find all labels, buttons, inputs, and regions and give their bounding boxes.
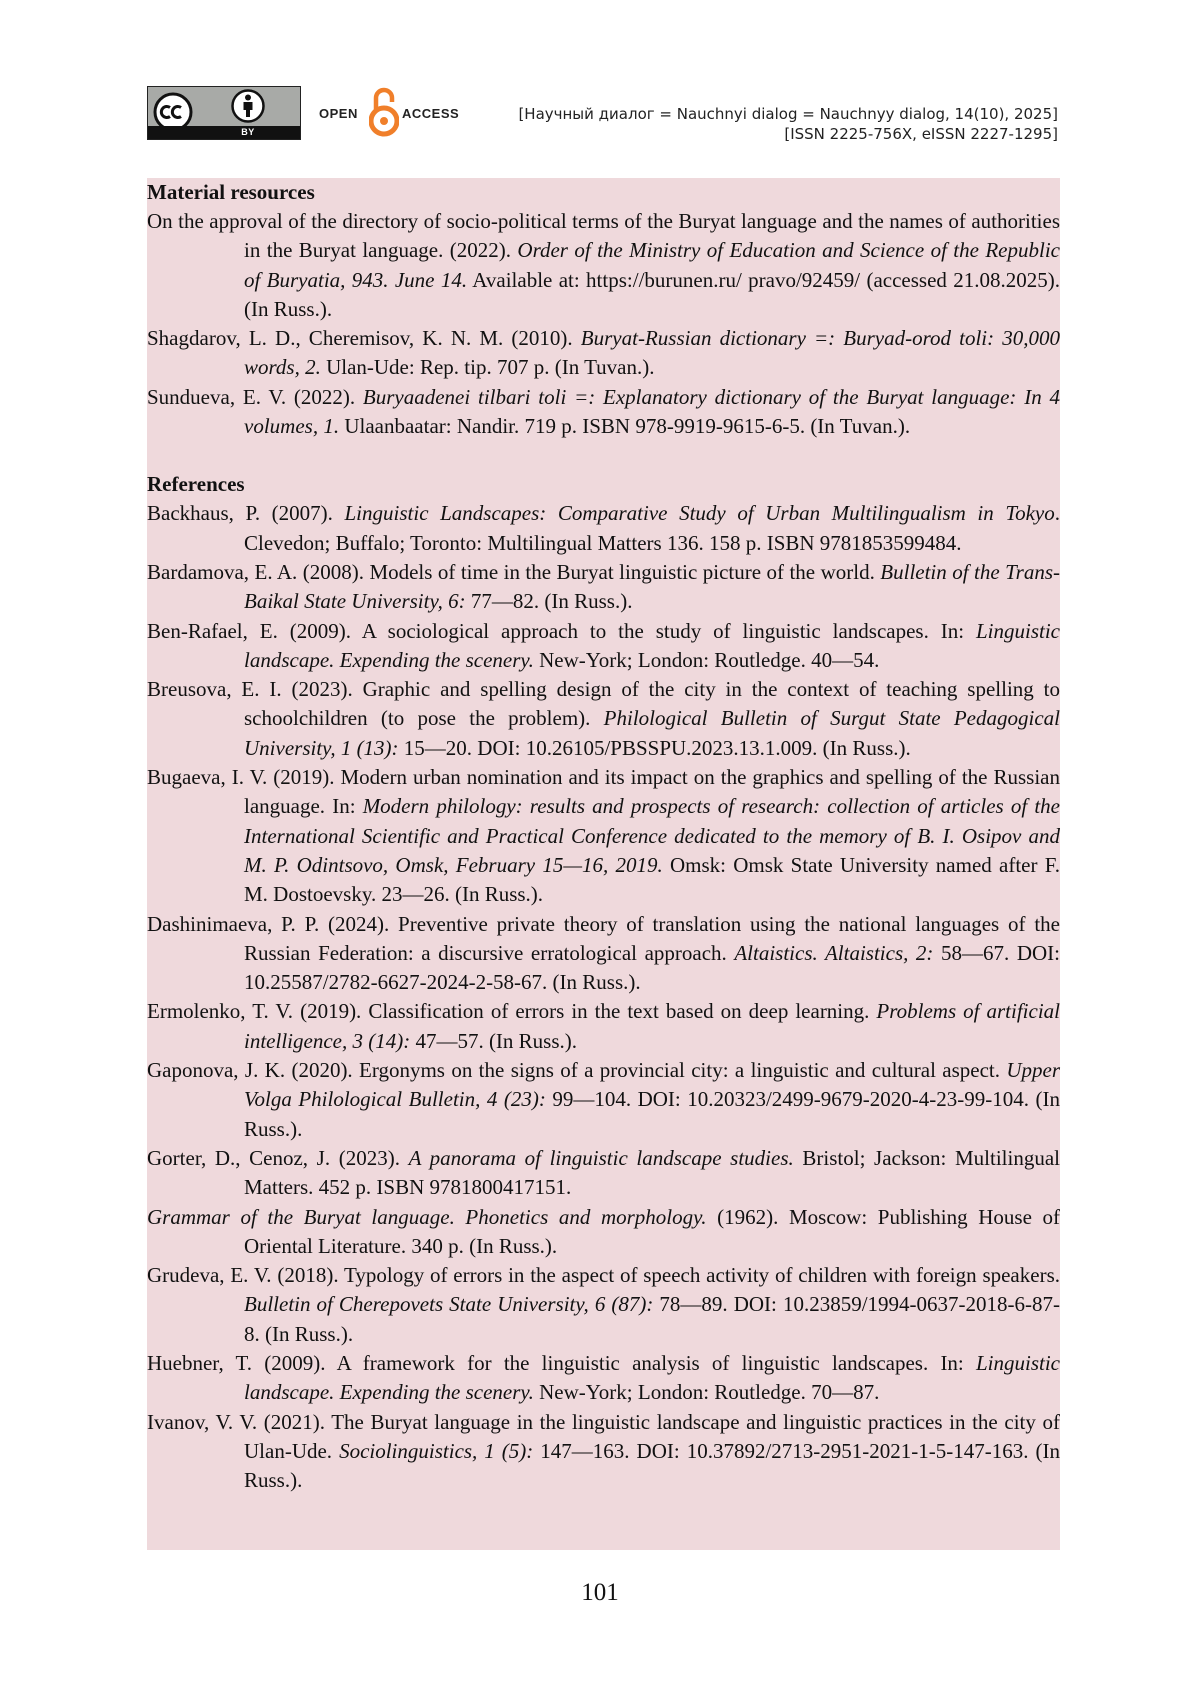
access-label: ACCESS [402, 106, 460, 121]
reference-entry: Gaponova, J. K. (2020). Ergonyms on the signs of a provincial city: a linguistic and cultural aspect. Upper Volga Philological Bulletin, 4 (23): 99—104. DOI: 10.20323/2499-9679-2020-4-23-99-104. (In Russ.). [147, 1058, 1060, 1141]
material-entry: Sundueva, E. V. (2022). Buryaadenei tilbari toli =: Explanatory dictionary of the Buryat language: In 4 volumes, 1. Ulaanbaatar: Nandir. 719 p. ISBN 978-9919-9615-6-5. (In Tuvan.). [147, 384, 1060, 439]
reference-entry: Bardamova, E. A. (2008). Models of time in the Buryat linguistic picture of the world. Bulletin of the Trans-Baikal State University, 6: 77—82. (In Russ.). [147, 559, 1060, 614]
reference-entry: Dashinimaeva, P. P. (2024). Preventive private theory of translation using the national languages of the Russian Federation: a discursive erratological approach. Altaistics. Altaistics, 2: 58—67. DOI: 10.25587/2782-6627-2024-2-58-67. (In Russ.). [147, 911, 1060, 995]
references-block [147, 178, 1060, 1550]
reference-entry: Ermolenko, T. V. (2019). Classification of errors in the text based on deep learning. Problems of artificial intelligence, 3 (14): 47—57. (In Russ.). [147, 999, 1060, 1053]
reference-entry: Gorter, D., Cenoz, J. (2023). A panorama of linguistic landscape studies. Bristol; Jackson: Multilingual Matters. 452 p. ISBN 9781800417151. [147, 1145, 1060, 1200]
reference-entry: Ben-Rafael, E. (2009). A sociological approach to the study of linguistic landscapes. In: Linguistic landscape. Expending the scenery. New-York; London: Routledge. 40—54. [147, 618, 1060, 672]
material-entry: On the approval of the directory of socio-political terms of the Buryat language and the names of authorities in the Buryat language. (2022). Order of the Ministry of Education and Science of the Republic of Buryatia, 943. June 14. Available at: https://burunen.ru/ pravo/92459/ (accessed 21.08.2025). (In Russ.). [147, 209, 1060, 321]
reference-entry: Grudeva, E. V. (2018). Typology of errors in the aspect of speech activity of children with foreign speakers. Bulletin of Cherepovets State University, 6 (87): 78—89. DOI: 10.23859/1994-0637-2018-6-87-8. (In Russ.). [147, 1263, 1060, 1346]
references-heading: References [147, 472, 245, 497]
journal-issn-line: [ISSN 2225-756X, eISSN 2227-1295] [784, 125, 1058, 143]
journal-citation [518, 104, 1058, 144]
attribution-person-icon [231, 89, 265, 123]
reference-entry: Bugaeva, I. V. (2019). Modern urban nomination and its impact on the graphics and spelling of the Russian language. In: Modern philology: results and prospects of research: collection of articles of the International Scientific and Practical Conference dedicated to the memory of B. I. Osipov and M. P. Odintsovo, Omsk, February 15—16, 2019. Omsk: Omsk State University named after F. M. Dostoevsky. 23—26. (In Russ.). [147, 765, 1061, 907]
by-label: BY [241, 127, 255, 137]
open-access-logo[interactable] [319, 86, 469, 140]
reference-entry: Backhaus, P. (2007). Linguistic Landscapes: Comparative Study of Urban Multilingualism in Tokyo. Clevedon; Buffalo; Toronto: Multilingual Matters 136. 158 p. ISBN 9781853599484. [147, 501, 1060, 555]
material-resources-heading: Material resources [147, 180, 315, 204]
cc-by-license-badge[interactable] [147, 86, 301, 140]
reference-entry: Ivanov, V. V. (2021). The Buryat language in the linguistic landscape and linguistic practices in the city of Ulan-Ude. Sociolinguistics, 1 (5): 147—163. DOI: 10.37892/2713-2951-2021-1-5-147-163. (In Russ.). [147, 1409, 1060, 1493]
reference-entry: Grammar of the Buryat language. Phonetics and morphology. (1962). Moscow: Publishing House of Oriental Literature. 340 p. (In Russ.). [147, 1204, 1060, 1258]
section-spacer [147, 441, 1060, 470]
open-label: OPEN [319, 106, 358, 121]
license-band [148, 126, 300, 139]
page-number: 101 [581, 1579, 619, 1606]
journal-title-line: [Научный диалог = Nauchnyi dialog = Nauchnyy dialog, 14(10), 2025] [518, 105, 1058, 123]
reference-entry: Breusova, E. I. (2023). Graphic and spelling design of the city in the context of teaching spelling to schoolchildren (to pose the problem). Philological Bulletin of Surgut State Pedagogical University, 1 (13): 15—20. DOI: 10.26105/PBSSPU.2023.13.1.009. (In Russ.). [147, 677, 1060, 760]
page-header [147, 86, 1058, 142]
material-entry: Shagdarov, L. D., Cheremisov, K. N. M. (2010). Buryat-Russian dictionary =: Buryad-orod toli: 30,000 words, 2. Ulan-Ude: Rep. tip. 707 p. (In Tuvan.). [147, 326, 1061, 380]
open-access-lock-icon [369, 86, 399, 138]
reference-entry: Huebner, T. (2009). A framework for the linguistic analysis of linguistic landscapes. In: Linguistic landscape. Expending the scenery. New-York; London: Routledge. 70—87. [147, 1350, 1060, 1405]
